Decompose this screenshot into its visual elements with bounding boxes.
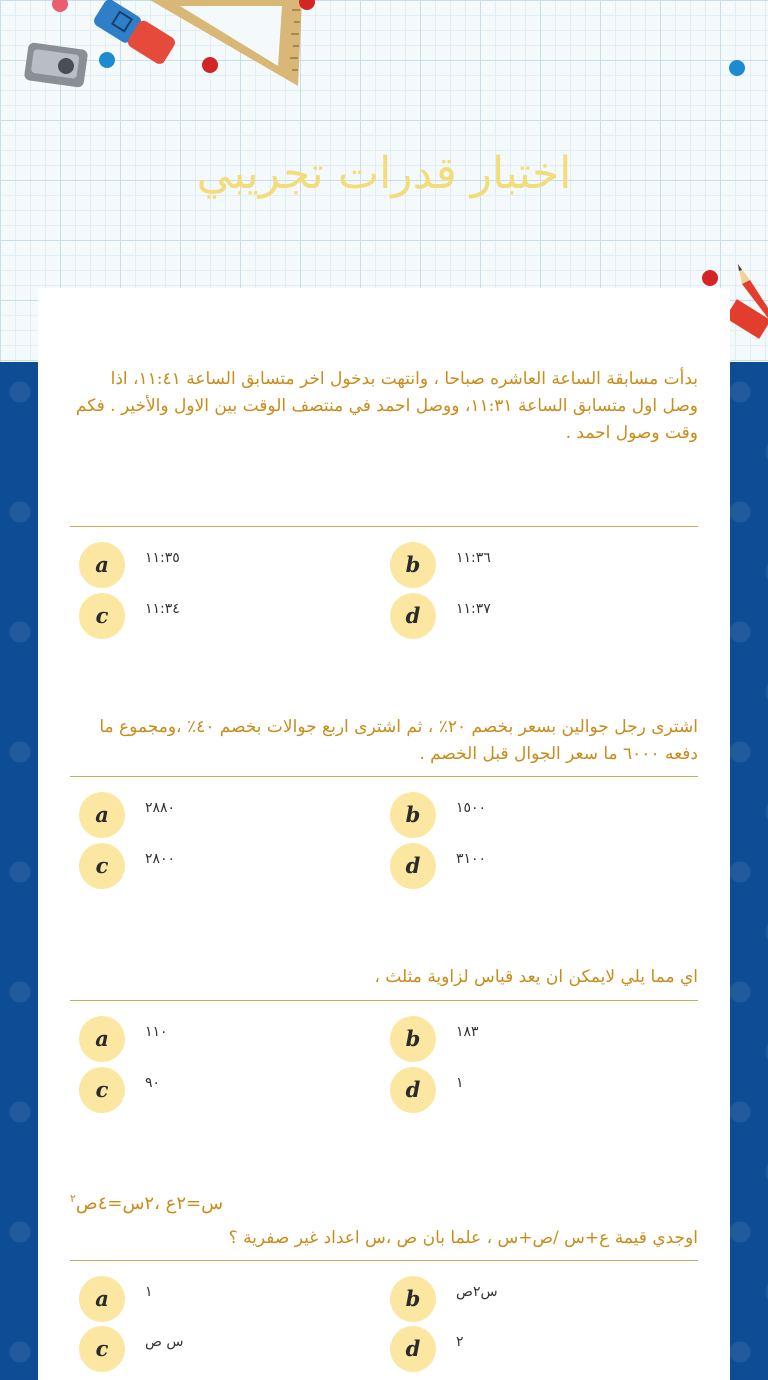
- option-value: س ص: [145, 1334, 184, 1350]
- pencil-icon: [728, 262, 768, 352]
- option-d[interactable]: [390, 843, 640, 889]
- worksheet-card: [38, 288, 730, 1380]
- option-letter: b: [390, 792, 436, 838]
- page-title: اختبار قدرات تجريبي: [196, 148, 572, 199]
- question-text: بدأت مسابقة الساعة العاشره صباحا ، وانتهت بدخول اخر متسابق الساعة ١١:٤١، اذا وصل اول متسابق الساعة ١١:٣١، ووصل احمد في منتصف الوقت بين الاول والأخير . فكم وقت وصول احمد .: [75, 369, 698, 443]
- pencil-sharpener-icon: [22, 40, 92, 92]
- option-letter: d: [390, 593, 436, 639]
- option-c[interactable]: [79, 1326, 329, 1372]
- option-letter: c: [79, 593, 125, 639]
- option-value: ١: [145, 1284, 153, 1300]
- option-letter: a: [79, 1276, 125, 1322]
- question-4: [70, 1184, 698, 1252]
- question-2: [70, 714, 698, 768]
- option-letter: d: [390, 1326, 436, 1372]
- option-c[interactable]: [79, 593, 329, 639]
- option-letter: a: [79, 1016, 125, 1062]
- option-b[interactable]: [390, 1276, 640, 1322]
- formula-text: س=٢ع ،٢س=٤ص: [75, 1193, 224, 1214]
- question-divider: [70, 526, 698, 527]
- option-letter: b: [390, 1276, 436, 1322]
- option-a[interactable]: [79, 542, 329, 588]
- option-a[interactable]: [79, 792, 329, 838]
- decor-dot-blue: [99, 52, 115, 68]
- option-letter: d: [390, 843, 436, 889]
- option-b[interactable]: [390, 792, 640, 838]
- option-value: ٢٨٠٠: [145, 851, 176, 867]
- option-value: ١٨٣: [456, 1024, 479, 1040]
- option-letter: c: [79, 843, 125, 889]
- decor-dot-red: [202, 57, 218, 73]
- option-value: ١١:٣٧: [456, 601, 491, 617]
- question-1: [70, 366, 698, 447]
- question-divider: [70, 1000, 698, 1001]
- option-c[interactable]: [79, 843, 329, 889]
- decor-dot-red: [702, 270, 718, 286]
- option-value: ٣١٠٠: [456, 851, 487, 867]
- option-c[interactable]: [79, 1067, 329, 1113]
- option-letter: a: [79, 792, 125, 838]
- ruler-triangle-icon: [150, 0, 302, 86]
- option-value: ١١:٣٤: [145, 601, 180, 617]
- option-value: ١: [456, 1075, 464, 1091]
- option-value: ١١:٣٦: [456, 550, 491, 566]
- option-value: س٢ص: [456, 1284, 498, 1300]
- option-d[interactable]: [390, 1326, 640, 1372]
- option-letter: b: [390, 1016, 436, 1062]
- option-letter: a: [79, 542, 125, 588]
- option-a[interactable]: [79, 1016, 329, 1062]
- option-letter: b: [390, 542, 436, 588]
- formula-superscript: ٢: [70, 1192, 76, 1205]
- option-value: ٩٠: [145, 1075, 161, 1091]
- option-a[interactable]: [79, 1276, 329, 1322]
- question-formula: [70, 1184, 698, 1219]
- question-text: اشترى رجل جوالين بسعر بخصم ٢٠٪ ، ثم اشترى اربع جوالات بخصم ٤٠٪ ،ومجموع ما دفعه ٦٠٠٠ ما سعر الجوال قبل الخصم .: [99, 717, 698, 764]
- option-d[interactable]: [390, 593, 640, 639]
- option-value: ١٥٠٠: [456, 800, 487, 816]
- question-text: اوجدي قيمة ع+س /ص+س ، علما بان ص ،س اعداد غير صفرية ؟: [228, 1228, 698, 1248]
- option-value: ٢: [456, 1334, 464, 1350]
- question-divider: [70, 1260, 698, 1261]
- question-text: اي مما يلي لايمكن ان يعد قياس لزاوية مثلث ،: [374, 967, 698, 987]
- option-b[interactable]: [390, 542, 640, 588]
- option-letter: d: [390, 1067, 436, 1113]
- option-d[interactable]: [390, 1067, 640, 1113]
- option-value: ١١:٣٥: [145, 550, 180, 566]
- question-divider: [70, 776, 698, 777]
- option-value: ١١٠: [145, 1024, 168, 1040]
- option-letter: c: [79, 1326, 125, 1372]
- question-3: [70, 964, 698, 991]
- option-b[interactable]: [390, 1016, 640, 1062]
- option-value: ٢٨٨٠: [145, 800, 176, 816]
- option-letter: c: [79, 1067, 125, 1113]
- decor-dot-blue: [729, 60, 745, 76]
